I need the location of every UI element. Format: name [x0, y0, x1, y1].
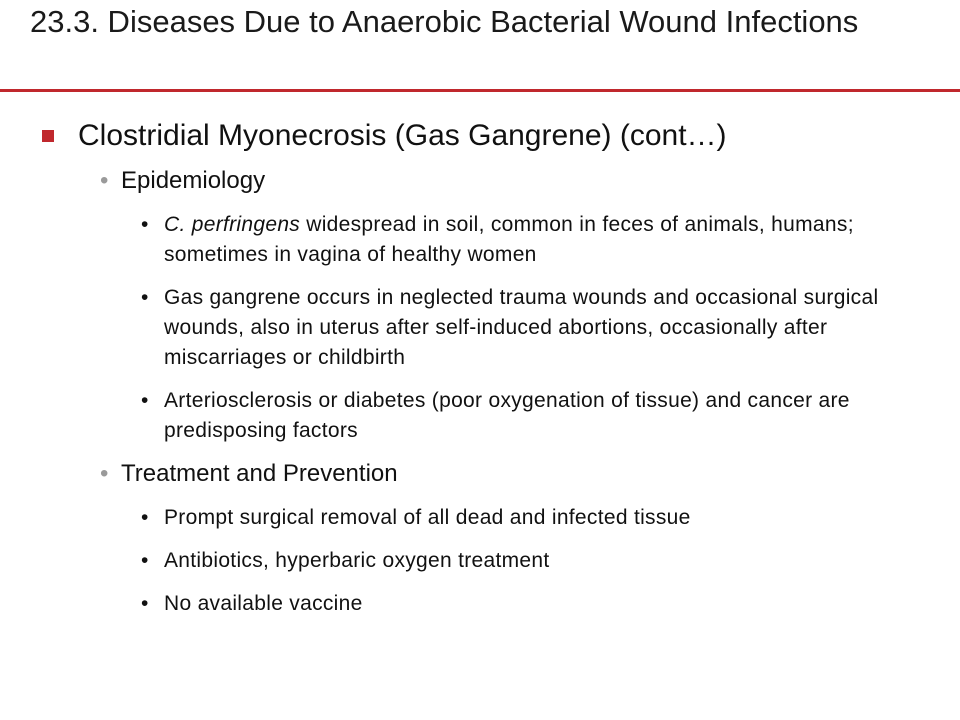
list-item: [0, 386, 960, 446]
list-item-text: Prompt surgical removal of all dead and infected tissue: [164, 506, 691, 529]
list-item-text: Antibiotics, hyperbaric oxygen treatment: [164, 549, 550, 572]
dot-bullet-icon: •: [141, 286, 149, 309]
list-item-text: Gas gangrene occurs in neglected trauma wounds and occasional surgical wounds, also in uterus after self-induced abortions, occasionally after miscarriages or childbirth: [164, 286, 879, 369]
list-item: [0, 589, 960, 619]
slide-title: 23.3. Diseases Due to Anaerobic Bacterial Wound Infections: [30, 4, 859, 39]
dot-bullet-icon: •: [100, 167, 109, 194]
dot-bullet-icon: •: [141, 506, 149, 529]
section-label: Epidemiology: [121, 167, 266, 194]
dot-bullet-icon: •: [141, 389, 149, 412]
list-item-text: widespread in soil, common in feces of animals, humans; sometimes in vagina of healthy women: [164, 213, 854, 266]
title-divider: [0, 89, 960, 92]
square-bullet-icon: [42, 130, 54, 142]
dot-bullet-icon: •: [141, 549, 149, 572]
main-bullet: [0, 118, 960, 154]
list-item: [0, 546, 960, 576]
section-heading-treatment: [0, 459, 960, 489]
section-label: Treatment and Prevention: [121, 460, 398, 487]
species-name: C. perfringens: [164, 213, 301, 236]
list-item-text: Arteriosclerosis or diabetes (poor oxygenation of tissue) and cancer are predisposing factors: [164, 389, 850, 442]
dot-bullet-icon: •: [100, 460, 109, 487]
list-item: [0, 503, 960, 533]
list-item-text: No available vaccine: [164, 592, 363, 615]
slide-content: [0, 118, 960, 632]
dot-bullet-icon: •: [141, 213, 149, 236]
list-item: [0, 283, 960, 373]
main-bullet-text: Clostridial Myonecrosis (Gas Gangrene) (cont…): [78, 119, 727, 152]
dot-bullet-icon: •: [141, 592, 149, 615]
list-item: [0, 210, 960, 270]
section-heading-epidemiology: [0, 166, 960, 196]
